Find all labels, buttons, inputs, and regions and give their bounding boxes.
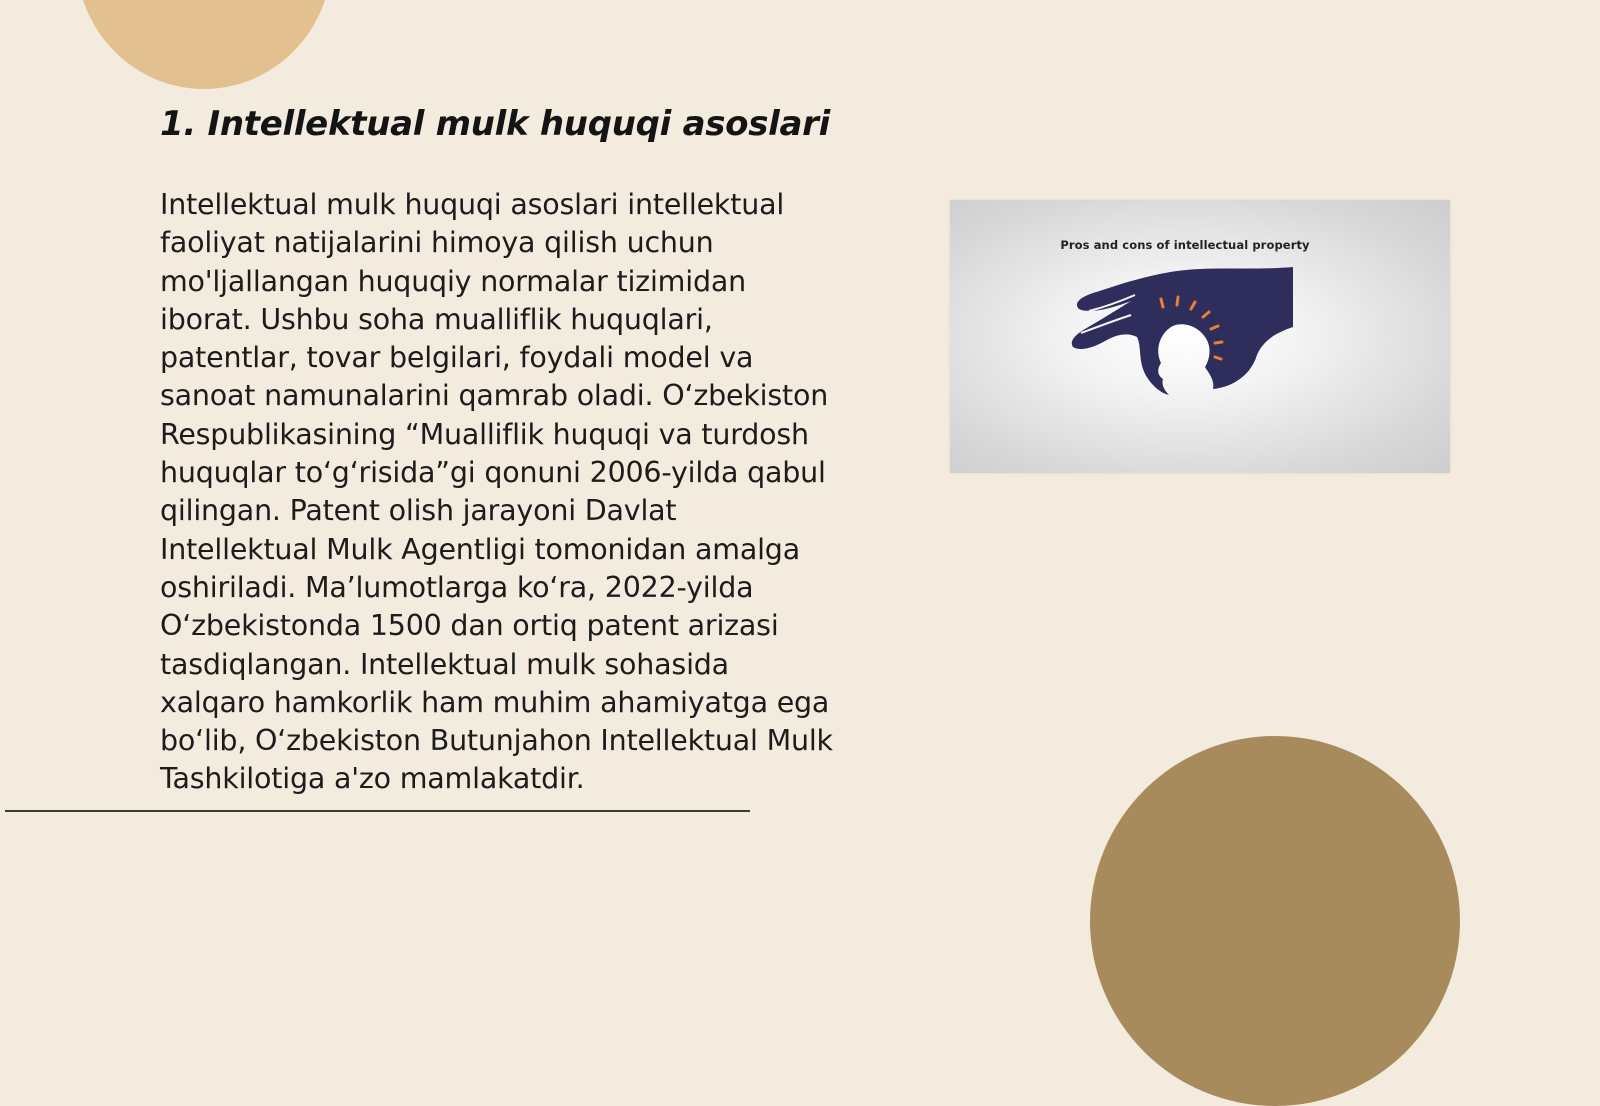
image-caption: Pros and cons of intellectual property bbox=[1060, 238, 1310, 252]
hand-holding-head-lightbulb-icon bbox=[1065, 263, 1295, 403]
intellectual-property-image bbox=[950, 200, 1450, 473]
horizontal-divider bbox=[5, 810, 750, 812]
slide-body-text: Intellektual mulk huquqi asoslari intellektual faoliyat natijalarini himoya qilish uchun mo'ljallangan huquqiy normalar tizimidan iborat. Ushbu soha mualliflik huquqlari, patentlar, tovar belgilari, foydali model va sanoat namunalarini qamrab oladi. O‘zbekiston Respublikasining “Mualliflik huquqi va turdosh huquqlar to‘g‘risida”gi qonuni 2006-yilda qabul qilingan. Patent olish jarayoni Davlat Intellektual Mulk Agentligi tomonidan amalga oshiriladi. Ma’lumotlarga ko‘ra, 2022-yilda O‘zbekistonda 1500 dan ortiq patent arizasi tasdiqlangan. Intellektual mulk sohasida xalqaro hamkorlik ham muhim ahamiyatga ega bo‘lib, O‘zbekiston Butunjahon Intellektual Mulk Tashkilotiga a'zo mamlakatdir. bbox=[160, 188, 833, 796]
decorative-circle-top bbox=[76, 0, 332, 89]
slide-title: 1. Intellektual mulk huquqi asoslari bbox=[160, 104, 830, 144]
decorative-circle-bottom bbox=[1090, 736, 1460, 1106]
